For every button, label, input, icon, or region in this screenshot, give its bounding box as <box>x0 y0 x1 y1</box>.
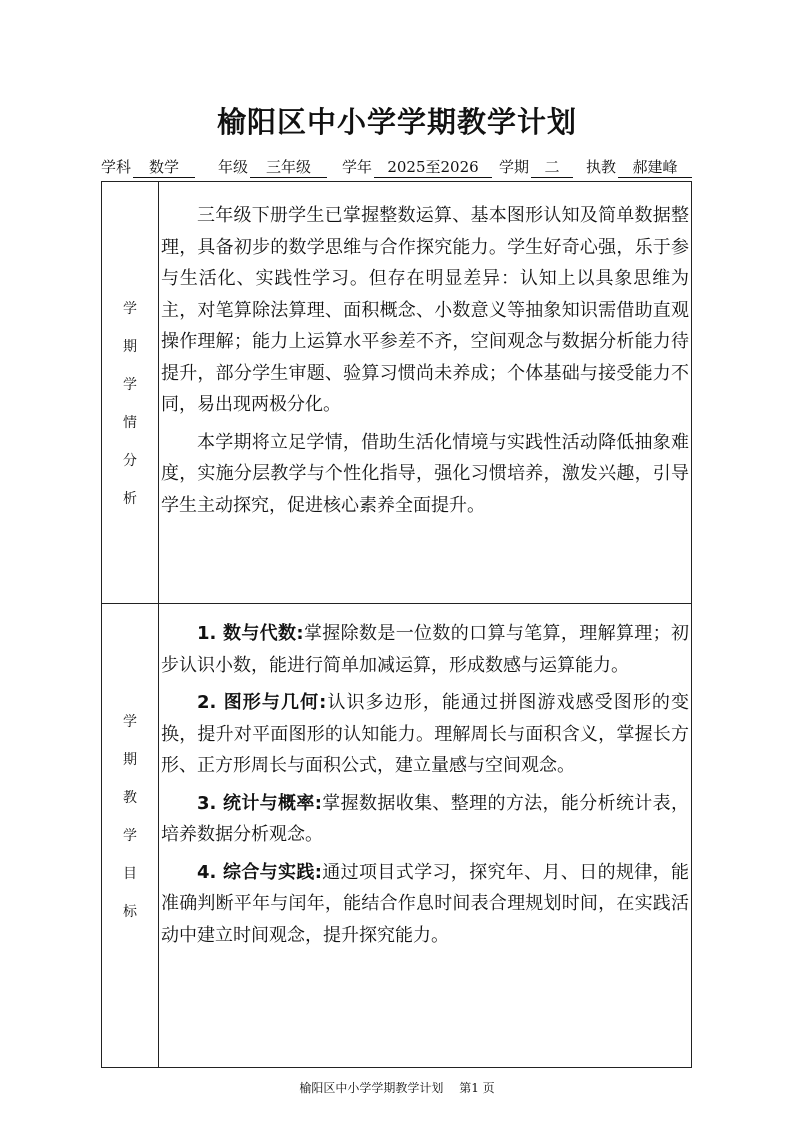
page-footer <box>0 1079 794 1096</box>
teacher-label: 执教 <box>586 158 617 176</box>
goals-side-label: 学 期 教 学 目 标 <box>123 714 137 920</box>
analysis-side-label: 学 期 学 情 分 析 <box>123 301 137 507</box>
grade-value: 三年级 <box>250 158 327 178</box>
column-divider <box>158 182 159 1067</box>
term-value: 二 <box>531 158 573 178</box>
analysis-paragraph: 本学期将立足学情，借助生活化情境与实践性活动降低抽象难度，实施分层教学与个性化指导，强化习惯培养，激发兴趣，引导学生主动探究，促进核心素养全面提升。 <box>161 431 689 516</box>
footer-title: 榆阳区中小学学期教学计划 <box>299 1081 444 1095</box>
year-value: 2025至2026 <box>374 158 492 178</box>
year-label: 学年 <box>342 158 373 176</box>
analysis-paragraph: 三年级下册学生已掌握整数运算、基本图形认知及简单数据整理，具备初步的数学思维与合作探究能力。学生好奇心强，乐于参与生活化、实践性学习。但存在明显差异：认知上以具象思维为主，对笔算除法算理、面积概念、小数意义等抽象知识需借助直观操作理解；能力上运算水平参差不齐，空间观念与数据分析能力待提升，部分学生审题、验算习惯尚未养成；个体基础与接受能力不同，易出现两极分化。 <box>161 205 689 415</box>
grade-label: 年级 <box>218 158 249 176</box>
page-title: 榆阳区中小学学期教学计划 <box>216 105 577 139</box>
plan-table <box>101 181 692 1068</box>
goal-item: 1. 数与代数:掌握除数是一位数的口算与笔算，理解算理；初步认识小数，能进行简单加减运算，形成数感与运算能力。 <box>161 623 689 676</box>
subject-value: 数学 <box>133 158 195 178</box>
teacher-value: 郝建峰 <box>618 158 692 178</box>
subject-label: 学科 <box>101 158 132 176</box>
goal-item: 3. 统计与概率:掌握数据收集、整理的方法，能分析统计表，培养数据分析观念。 <box>161 792 690 845</box>
page-number: 第1 页 <box>459 1081 495 1095</box>
term-label: 学期 <box>499 158 530 176</box>
goals-content <box>161 618 689 951</box>
goal-item: 2. 图形与几何:认识多边形，能通过拼图游戏感受图形的变换，提升对平面图形的认知能力。理解周长与面积含义，掌握长方形、正方形周长与面积公式，建立量感与空间观念。 <box>161 692 690 776</box>
analysis-content <box>161 200 689 521</box>
info-row <box>101 158 692 180</box>
goal-item: 4. 综合与实践:通过项目式学习，探究年、月、日的规律，能准确判断平年与闰年，能结合作息时间表合理规划时间，在实践活动中建立时间观念，提升探究能力。 <box>161 861 690 946</box>
row-divider <box>102 603 691 604</box>
